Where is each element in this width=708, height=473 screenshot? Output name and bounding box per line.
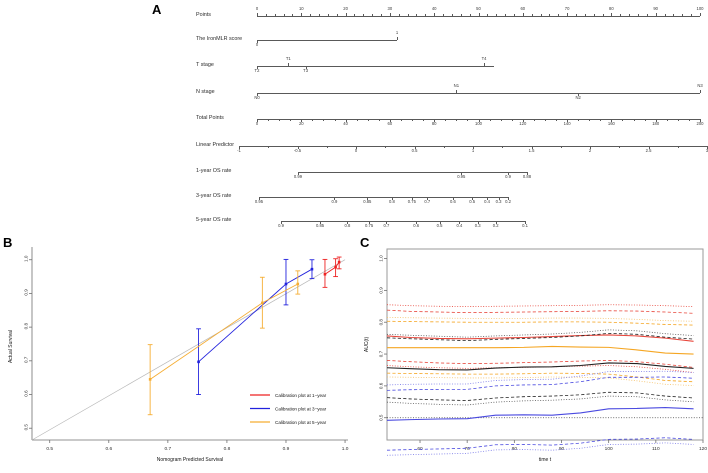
nomogram-tick bbox=[288, 63, 289, 66]
auc-series-line bbox=[387, 396, 694, 405]
nomogram-tick bbox=[337, 14, 338, 16]
x-axis-title: time t bbox=[538, 457, 552, 463]
nomogram-tick-label: 0.6 bbox=[450, 199, 456, 204]
nomogram-tick bbox=[399, 14, 400, 16]
nomogram-tick bbox=[541, 14, 542, 16]
nomogram-tick bbox=[578, 119, 579, 121]
nomogram-tick bbox=[470, 14, 471, 16]
nomogram-tick bbox=[689, 119, 690, 121]
calibration-plot bbox=[0, 235, 355, 473]
nomogram-tick-label: 0.75 bbox=[407, 199, 416, 204]
y-tick-label: 0.7 bbox=[23, 356, 29, 364]
nomogram-tick bbox=[412, 119, 413, 121]
nomogram-tick bbox=[397, 37, 398, 40]
nomogram-tick-label: 0 bbox=[354, 148, 358, 153]
nomogram-tick-label: N1 bbox=[453, 83, 460, 88]
nomogram-tick bbox=[401, 119, 402, 121]
y-axis-title: AUC(t) bbox=[364, 336, 370, 353]
nomogram-tick bbox=[501, 119, 502, 121]
nomogram-tick-label: 80 bbox=[431, 121, 437, 126]
nomogram-tick bbox=[619, 146, 620, 148]
nomogram-tick bbox=[381, 14, 382, 16]
nomogram-tick-label: 180 bbox=[652, 121, 660, 126]
nomogram-tick bbox=[323, 119, 324, 121]
nomogram-tick-label: 0 bbox=[255, 121, 259, 126]
nomogram-tick bbox=[445, 119, 446, 121]
x-tick-label: 100 bbox=[604, 447, 613, 452]
nomogram-tick-label: 40 bbox=[343, 121, 348, 126]
nomogram-tick-label: 0.88 bbox=[522, 174, 532, 179]
nomogram-tick-label: 10 bbox=[298, 6, 304, 11]
x-axis-title: Nomogram Predicted Survival bbox=[156, 457, 224, 463]
nomogram-tick bbox=[589, 119, 590, 121]
x-tick-label: 0.5 bbox=[46, 447, 54, 452]
nomogram-tick bbox=[279, 119, 280, 121]
nomogram-tick bbox=[390, 13, 391, 16]
nomogram-tick-label: 0.7 bbox=[424, 199, 431, 204]
nomogram-tick-label: 0.95 bbox=[457, 174, 466, 179]
nomogram-tick-label: 90 bbox=[653, 6, 659, 11]
y-tick-label: 1.0 bbox=[378, 255, 384, 262]
y-tick-label: 0.6 bbox=[378, 382, 384, 390]
nomogram-tick bbox=[622, 119, 623, 121]
nomogram-axis-line bbox=[257, 40, 397, 41]
nomogram-tick bbox=[700, 90, 701, 93]
data-point-marker bbox=[334, 266, 337, 269]
nomogram-tick-label: 1 bbox=[471, 148, 475, 153]
nomogram-tick-label: T1 bbox=[285, 56, 291, 61]
nomogram-tick-label: 60 bbox=[387, 121, 393, 126]
nomogram-tick-label: 2.5 bbox=[645, 148, 652, 153]
nomogram-tick-label: 80 bbox=[609, 6, 614, 11]
nomogram-tick-label: 0.2 bbox=[505, 199, 511, 204]
auc-series-line bbox=[387, 310, 694, 313]
y-tick-label: 0.9 bbox=[378, 287, 384, 294]
nomogram-axis-line bbox=[259, 197, 508, 198]
auc-series-line bbox=[387, 346, 694, 354]
nomogram-tick bbox=[667, 119, 668, 121]
nomogram-tick bbox=[310, 14, 311, 16]
nomogram-axis-line bbox=[257, 16, 700, 17]
nomogram-tick-label: 0.85 bbox=[315, 223, 325, 228]
nomogram-tick-label: 100 bbox=[475, 121, 482, 126]
nomogram-tick bbox=[284, 14, 285, 16]
nomogram-tick-label: 0.8 bbox=[389, 199, 395, 204]
nomogram-tick bbox=[561, 146, 562, 148]
nomogram-tick-label: 40 bbox=[431, 6, 437, 11]
nomogram-tick bbox=[523, 13, 524, 16]
nomogram-tick bbox=[363, 14, 364, 16]
y-tick-label: 0.8 bbox=[378, 319, 384, 326]
nomogram-tick-label: 0.3 bbox=[474, 223, 481, 228]
nomogram-tick bbox=[357, 119, 358, 121]
nomogram-tick bbox=[512, 119, 513, 121]
nomogram-tick bbox=[327, 146, 328, 148]
nomogram-tick-label: 0.8 bbox=[344, 223, 351, 228]
nomogram-tick bbox=[611, 13, 612, 16]
nomogram-tick-label: T3 bbox=[303, 68, 309, 73]
nomogram-tick bbox=[275, 14, 276, 16]
panel-a-nomogram bbox=[0, 0, 708, 235]
nomogram-tick bbox=[691, 14, 692, 16]
panel-a-letter: A bbox=[152, 2, 162, 17]
nomogram-tick bbox=[490, 119, 491, 121]
nomogram-tick-label: N2 bbox=[575, 95, 581, 100]
nomogram-row bbox=[0, 134, 708, 158]
series-line bbox=[199, 269, 312, 362]
nomogram-row-label: Linear Predictor bbox=[196, 142, 235, 148]
nomogram-tick bbox=[456, 119, 457, 121]
nomogram-tick bbox=[290, 119, 291, 121]
x-tick-label: 0.8 bbox=[223, 447, 231, 452]
nomogram-tick bbox=[545, 119, 546, 121]
nomogram-row-label: Points bbox=[196, 12, 211, 18]
nomogram-tick bbox=[385, 146, 386, 148]
legend-label: Calibration plot at 5−year bbox=[275, 419, 327, 425]
auc-series-line bbox=[387, 392, 694, 400]
nomogram-tick-label: 140 bbox=[563, 121, 571, 126]
nomogram-tick-label: T4 bbox=[481, 56, 487, 61]
nomogram-row-label: Total Points bbox=[196, 115, 224, 121]
x-tick-label: 0.7 bbox=[164, 447, 172, 452]
nomogram-tick-label: 0.3 bbox=[495, 199, 502, 204]
nomogram-tick bbox=[556, 119, 557, 121]
nomogram-tick bbox=[484, 63, 485, 66]
x-tick-label: 80 bbox=[511, 447, 518, 452]
nomogram-tick-label: 100 bbox=[696, 6, 704, 11]
nomogram-row bbox=[0, 185, 708, 209]
nomogram-tick bbox=[487, 14, 488, 16]
nomogram-tick-label: 0.1 bbox=[522, 223, 528, 228]
nomogram-tick-label: 0.4 bbox=[484, 199, 490, 204]
nomogram-tick bbox=[647, 14, 648, 16]
nomogram-tick-label: 0.75 bbox=[365, 223, 374, 228]
panel-b-letter: B bbox=[3, 235, 13, 250]
nomogram-tick-label: N0 bbox=[254, 95, 260, 100]
nomogram-tick-label: 60 bbox=[520, 6, 526, 11]
plot-frame bbox=[387, 249, 703, 440]
nomogram-tick-label: 0.5 bbox=[436, 223, 443, 228]
y-tick-label: 0.5 bbox=[23, 424, 29, 431]
nomogram-tick bbox=[292, 14, 293, 16]
nomogram-row bbox=[0, 54, 708, 78]
nomogram-row bbox=[0, 81, 708, 105]
x-tick-label: 0.6 bbox=[105, 447, 113, 452]
nomogram-tick-label: 2 bbox=[588, 148, 592, 153]
nomogram-tick-label: 0.95 bbox=[254, 199, 264, 204]
x-tick-label: 110 bbox=[652, 447, 660, 452]
panel-c-letter: C bbox=[360, 235, 370, 250]
nomogram-tick-label: 0 bbox=[255, 6, 259, 11]
nomogram-tick bbox=[634, 119, 635, 121]
nomogram-tick-label: 0.99 bbox=[293, 174, 303, 179]
nomogram-tick-label: 30 bbox=[387, 6, 393, 11]
nomogram-tick bbox=[682, 14, 683, 16]
nomogram-tick bbox=[368, 119, 369, 121]
nomogram-tick bbox=[452, 14, 453, 16]
y-tick-label: 0.7 bbox=[378, 350, 384, 358]
nomogram-row-label: 3-year OS rate bbox=[196, 193, 232, 199]
series-line bbox=[325, 262, 339, 274]
calibration-series bbox=[323, 257, 342, 287]
series-line bbox=[150, 284, 298, 379]
nomogram-tick-label: 3 bbox=[705, 148, 708, 153]
nomogram-tick bbox=[678, 119, 679, 121]
nomogram-tick bbox=[534, 119, 535, 121]
nomogram-tick bbox=[645, 119, 646, 121]
nomogram-tick bbox=[678, 146, 679, 148]
nomogram-axis-line bbox=[257, 93, 700, 94]
nomogram-tick bbox=[620, 14, 621, 16]
nomogram-tick-label: 1.5 bbox=[528, 148, 535, 153]
y-tick-label: 0.5 bbox=[378, 414, 384, 421]
legend-label: Calibration plot at 3−year bbox=[275, 406, 327, 412]
nomogram-tick-label: 0.9 bbox=[278, 223, 284, 228]
nomogram-tick bbox=[335, 119, 336, 121]
nomogram-row-label: 1-year OS rate bbox=[196, 168, 232, 174]
x-tick-label: 0.9 bbox=[282, 447, 290, 452]
data-point-marker bbox=[338, 261, 341, 264]
nomogram-tick bbox=[319, 14, 320, 16]
x-tick-label: 70 bbox=[464, 447, 470, 452]
nomogram-tick-label: 160 bbox=[607, 121, 615, 126]
nomogram-tick bbox=[629, 14, 630, 16]
y-tick-label: 0.9 bbox=[23, 289, 29, 296]
nomogram-tick bbox=[656, 13, 657, 16]
panel-c-auc bbox=[355, 235, 708, 473]
auc-series-line bbox=[387, 321, 694, 325]
nomogram-tick-label: 0.9 bbox=[331, 199, 338, 204]
nomogram-tick-label: 0.6 bbox=[413, 223, 420, 228]
nomogram-row bbox=[0, 28, 708, 52]
auc-series-line bbox=[387, 330, 694, 337]
nomogram-axis-line bbox=[298, 172, 527, 173]
nomogram-tick bbox=[479, 13, 480, 16]
nomogram-tick-label: -0.5 bbox=[293, 148, 302, 153]
nomogram-tick-label: 0.7 bbox=[383, 223, 390, 228]
y-tick-label: 0.8 bbox=[23, 322, 29, 330]
nomogram-tick bbox=[594, 14, 595, 16]
nomogram-tick-label: 200 bbox=[696, 121, 704, 126]
nomogram-tick bbox=[585, 14, 586, 16]
nomogram-tick bbox=[301, 13, 302, 16]
auc-series-line bbox=[387, 305, 694, 307]
nomogram-row-label: T stage bbox=[196, 62, 214, 68]
data-point-marker bbox=[149, 378, 152, 381]
data-point-marker bbox=[311, 268, 314, 271]
nomogram-tick-label: 120 bbox=[519, 121, 527, 126]
nomogram-row-label: 5-year OS rate bbox=[196, 217, 232, 223]
nomogram-tick bbox=[638, 14, 639, 16]
nomogram-tick-label: 0.5 bbox=[469, 199, 476, 204]
nomogram-tick-label: 20 bbox=[298, 121, 304, 126]
nomogram-tick bbox=[673, 14, 674, 16]
nomogram-tick bbox=[502, 146, 503, 148]
nomogram-tick-label: -1 bbox=[237, 148, 241, 153]
x-tick-label: 1.0 bbox=[341, 447, 349, 452]
panel-b-calibration bbox=[0, 235, 355, 473]
y-tick-label: 0.6 bbox=[23, 390, 29, 397]
data-point-marker bbox=[285, 283, 288, 286]
nomogram-tick bbox=[467, 119, 468, 121]
y-axis-title: Actual Survival bbox=[8, 329, 14, 364]
auc-series-line bbox=[387, 317, 694, 321]
legend-label: Calibration plot at 1−year bbox=[275, 392, 327, 398]
nomogram-row bbox=[0, 4, 708, 28]
nomogram-tick-label: 0 bbox=[255, 42, 259, 47]
nomogram-tick-label: 0.5 bbox=[411, 148, 418, 153]
nomogram-tick bbox=[434, 13, 435, 16]
nomogram-tick bbox=[354, 14, 355, 16]
auc-series-line bbox=[387, 408, 694, 421]
nomogram-row bbox=[0, 160, 708, 184]
data-point-marker bbox=[197, 361, 200, 364]
nomogram-tick bbox=[576, 14, 577, 16]
nomogram-axis-line bbox=[281, 221, 525, 222]
nomogram-tick bbox=[456, 90, 457, 93]
nomogram-tick-label: 1 bbox=[395, 30, 399, 35]
nomogram-tick bbox=[549, 14, 550, 16]
nomogram-tick-label: T2 bbox=[254, 68, 260, 73]
nomogram-tick bbox=[416, 14, 417, 16]
nomogram-tick bbox=[268, 146, 269, 148]
nomogram-tick bbox=[408, 14, 409, 16]
nomogram-tick bbox=[346, 13, 347, 16]
nomogram-tick bbox=[444, 146, 445, 148]
nomogram-tick bbox=[312, 119, 313, 121]
nomogram-tick-label: 0.2 bbox=[492, 223, 499, 228]
time-dependent-auc-plot bbox=[355, 235, 708, 473]
nomogram-tick bbox=[328, 14, 329, 16]
nomogram-tick bbox=[423, 119, 424, 121]
nomogram-tick-label: 0.9 bbox=[505, 174, 511, 179]
nomogram-tick-label: 50 bbox=[476, 6, 481, 11]
nomogram-tick bbox=[505, 14, 506, 16]
nomogram-tick bbox=[603, 14, 604, 16]
y-tick-label: 1.0 bbox=[23, 255, 29, 262]
nomogram-tick-label: 0.85 bbox=[363, 199, 372, 204]
nomogram-axis-line bbox=[257, 66, 494, 67]
data-point-marker bbox=[296, 283, 299, 286]
nomogram-tick bbox=[443, 14, 444, 16]
x-tick-label: 60 bbox=[417, 447, 423, 452]
nomogram-tick-label: 0.4 bbox=[456, 223, 463, 228]
nomogram-tick bbox=[266, 14, 267, 16]
nomogram-tick bbox=[532, 14, 533, 16]
nomogram-row bbox=[0, 107, 708, 131]
x-tick-label: 90 bbox=[558, 447, 565, 452]
nomogram-tick bbox=[514, 14, 515, 16]
auc-series-line bbox=[387, 363, 694, 370]
calibration-series bbox=[196, 259, 314, 394]
nomogram-tick bbox=[567, 13, 568, 16]
nomogram-tick bbox=[268, 119, 269, 121]
nomogram-tick bbox=[257, 13, 258, 16]
nomogram-tick bbox=[600, 119, 601, 121]
nomogram-row-label: N stage bbox=[196, 89, 215, 95]
nomogram-tick bbox=[558, 14, 559, 16]
nomogram-tick bbox=[665, 14, 666, 16]
nomogram-row-label: The IronMLR score bbox=[196, 36, 243, 42]
x-tick-label: 120 bbox=[698, 447, 708, 452]
data-point-marker bbox=[324, 273, 327, 276]
nomogram-row bbox=[0, 209, 708, 233]
nomogram-tick bbox=[372, 14, 373, 16]
nomogram-tick bbox=[700, 13, 701, 16]
nomogram-tick bbox=[379, 119, 380, 121]
nomogram-tick bbox=[461, 14, 462, 16]
nomogram-tick bbox=[496, 14, 497, 16]
nomogram-tick bbox=[425, 14, 426, 16]
nomogram-tick-label: 20 bbox=[343, 6, 348, 11]
nomogram-tick-label: 70 bbox=[564, 6, 570, 11]
data-point-marker bbox=[261, 302, 264, 305]
nomogram-tick-label: N3 bbox=[697, 83, 703, 88]
